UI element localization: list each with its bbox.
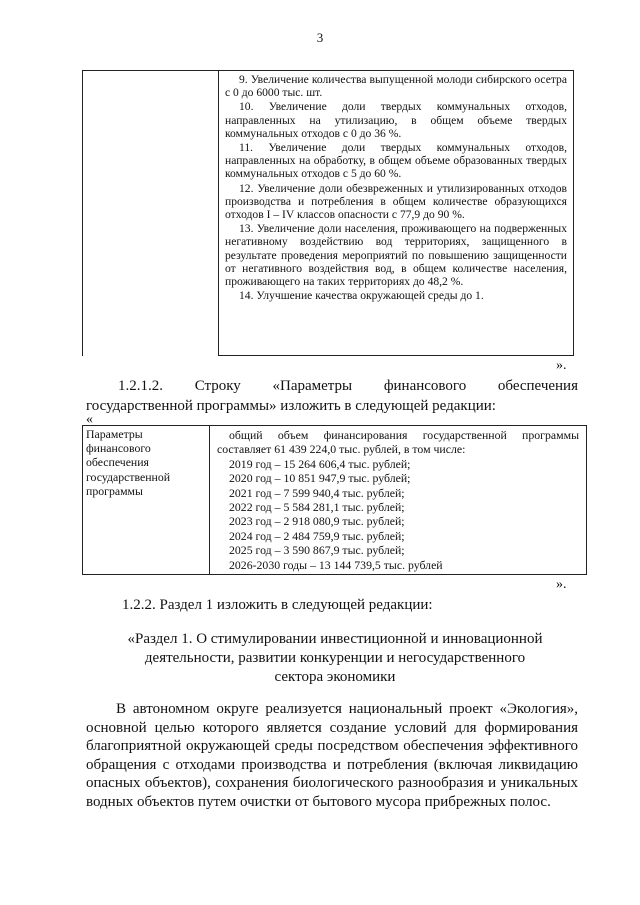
paragraph-line: государственной программы» изложить в следующей редакции: [86,398,496,414]
financing-table-values [217,428,579,572]
body-paragraph: В автономном округе реализуется национальный проект «Экология», основной целью которого является создание условий для формирования благоприятной окружающей среды посредством обеспечения эффективного обращения с отходами производства и потребления (включая ликвидацию опасных объектов), сохранения биологического разнообразия и уникальных водных объектов путем очистки от бытового мусора прибрежных полос. [86,701,578,810]
page-number: 3 [316,30,324,45]
indicator-item: 10. Увеличение доли твердых коммунальных отходов, направленных на утилизацию, в общем объеме твердых коммунальных отходов с 0 до 36 %. [225,100,567,140]
financing-table [82,425,587,575]
financing-intro: общий объем финансирования государственной программы составляет 61 439 224,0 тыс. рублей, в том числе: [217,428,579,457]
financing-year-row: 2024 год – 2 484 759,9 тыс. рублей; [229,528,405,543]
indicator-item: 9. Увеличение количества выпущенной молоди сибирского осетра с 0 до 6000 тыс. шт. [225,73,567,100]
word: Строку [194,378,241,394]
word: «Параметры [272,378,353,394]
indicators-table-right-cell [225,73,567,303]
opening-quote: « [86,412,93,427]
financing-year-row: 2026-2030 годы – 13 144 739,5 тыс. рублей [229,557,443,572]
indicator-item: 12. Увеличение доли обезвреженных и утилизированных отходов производства и потребления в общем количестве образующихся отходов I – IV классов опасности с 77,9 до 90 %. [225,181,567,222]
financing-year-row: 2023 год – 2 918 080,9 тыс. рублей; [229,514,405,529]
heading-line: «Раздел 1. О стимулировании инвестиционной и инновационной [127,631,543,647]
heading-line: деятельности, развитии конкуренции и негосударственного [144,650,526,666]
indicator-item: 11. Увеличение доли твердых коммунальных отходов, направленных на обработку, в общем объеме образованных твердых коммунальных отходов с 5 до 60 %. [225,141,567,181]
financing-table-label: Параметры финансового обеспечения государственной программы [83,426,210,574]
closing-quote: ». [556,577,567,592]
financing-year-row: 2025 год – 3 590 867,9 тыс. рублей; [229,543,405,558]
indicator-item: 14. Улучшение качества окружающей среды до 1. [239,289,484,303]
financing-year-row: 2021 год – 7 599 940,4 тыс. рублей; [229,485,405,500]
financing-year-row: 2020 год – 10 851 947,9 тыс. рублей; [229,471,411,486]
word: 1.2.1.2. [118,378,163,394]
indicator-item: 13. Увеличение доли населения, проживающего на подверженных негативному воздействию вод территориях, защищенного в результате проведения мероприятий по повышению защищенности от негативного воздействия вод, в общем количестве населения, проживающего на таких территориях до 48,2 %. [225,222,567,289]
financing-year-row: 2019 год – 15 264 606,4 тыс. рублей; [229,456,411,471]
section-heading [100,630,570,687]
table-bottom-rule [219,355,573,356]
closing-quote: ». [556,358,567,373]
indicators-table-left-cell [83,71,219,356]
financing-year-row: 2022 год – 5 584 281,1 тыс. рублей; [229,500,405,515]
paragraph-1-2-1-2 [86,376,578,416]
paragraph-1-2-2: 1.2.2. Раздел 1 изложить в следующей редакции: [122,597,433,613]
indicators-table [82,70,574,356]
word: финансового [383,378,467,394]
word: обеспечения [497,378,578,394]
heading-line: сектора экономики [274,669,396,685]
